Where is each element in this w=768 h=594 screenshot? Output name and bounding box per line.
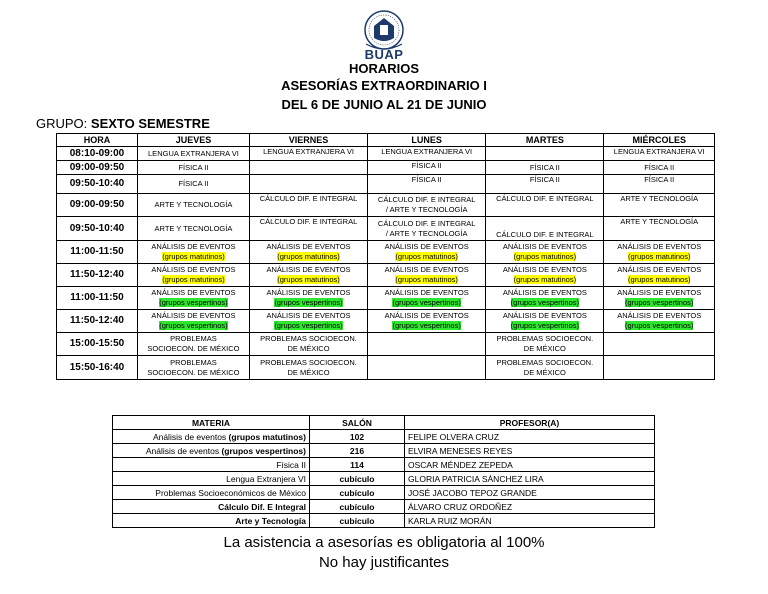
subject-name: PROBLEMAS xyxy=(170,357,217,367)
time-slot: 09:00-09:50 xyxy=(57,161,138,175)
group-highlight: (grupos matutinos) xyxy=(395,275,458,284)
schedule-row xyxy=(57,161,715,175)
subject-name-cont: DE MÉXICO xyxy=(287,367,330,377)
schedule-column-header: LUNES xyxy=(368,134,486,147)
schedule-cell xyxy=(604,333,715,356)
schedule-column-header: MARTES xyxy=(486,134,604,147)
schedule-row xyxy=(57,287,715,310)
subject-text: Lengua Extranjera VI xyxy=(226,473,306,484)
schedule-cell xyxy=(486,241,604,264)
group-highlight: (grupos vespertinos) xyxy=(625,321,694,330)
subject-name: ANÁLISIS DE EVENTOS xyxy=(617,265,702,274)
schedule-row xyxy=(57,147,715,161)
subject-row xyxy=(113,458,655,472)
schedule-cell xyxy=(486,147,604,161)
subject-name-cont: DE MÉXICO xyxy=(523,367,566,377)
subject-name: ANÁLISIS DE EVENTOS xyxy=(502,242,587,251)
subjects-table xyxy=(112,415,655,528)
schedule-cell xyxy=(249,217,367,241)
subject-row xyxy=(113,444,655,458)
schedule-row xyxy=(57,356,715,380)
schedule-cell xyxy=(604,175,715,194)
no-excuses-notice: No hay justificantes xyxy=(318,554,450,571)
page-title: HORARIOS xyxy=(348,61,420,76)
schedule-cell xyxy=(486,194,604,217)
subject-name: LENGUA EXTRANJERA VI xyxy=(263,147,354,156)
schedule-cell xyxy=(604,241,715,264)
subject-name: PROBLEMAS SOCIOECON. xyxy=(260,334,357,343)
schedule-cell xyxy=(486,310,604,333)
group-highlight: (grupos matutinos) xyxy=(277,252,340,261)
subject-name: FÍSICA II xyxy=(178,162,209,172)
schedule-cell xyxy=(249,194,367,217)
schedule-cell xyxy=(368,241,486,264)
schedule-column-header: VIERNES xyxy=(249,134,367,147)
schedule-cell xyxy=(486,161,604,175)
teacher-cell: GLORIA PATRICIA SÁNCHEZ LIRA xyxy=(405,472,655,486)
group-highlight: (grupos matutinos) xyxy=(162,275,225,284)
time-slot: 15:00-15:50 xyxy=(57,333,138,356)
group-highlight: (grupos vespertinos) xyxy=(274,298,343,307)
subject-cell xyxy=(113,514,310,528)
brand-name: BUAP xyxy=(364,47,404,62)
subject-name: LENGUA EXTRANJERA VI xyxy=(613,147,705,156)
subject-row xyxy=(113,514,655,528)
schedule-cell xyxy=(368,310,486,333)
subject-cell xyxy=(113,430,310,444)
schedule-column-header: HORA xyxy=(57,134,138,147)
time-slot: 11:50-12:40 xyxy=(57,264,138,287)
group-highlight: (grupos matutinos) xyxy=(513,252,577,261)
subject-cell xyxy=(113,472,310,486)
teacher-cell: OSCAR MÉNDEZ ZEPEDA xyxy=(405,458,655,472)
subject-text: Análisis de eventos xyxy=(152,431,229,442)
schedule-cell xyxy=(249,356,367,380)
schedule-cell xyxy=(138,287,250,310)
schedule-cell xyxy=(604,217,715,241)
schedule-row xyxy=(57,175,715,194)
schedule-cell xyxy=(604,147,715,161)
time-slot: 09:50-10:40 xyxy=(57,217,138,241)
subject-name: CÁLCULO DIF. E INTEGRAL xyxy=(377,218,476,228)
schedule-cell xyxy=(486,333,604,356)
schedule-cell xyxy=(368,217,486,241)
schedule-cell xyxy=(368,264,486,287)
schedule-cell xyxy=(486,175,604,194)
subject-name: ANÁLISIS DE EVENTOS xyxy=(502,288,587,297)
subject-name-cont: / ARTE Y TECNOLOGÍA xyxy=(385,205,468,214)
subject-name: ANÁLISIS DE EVENTOS xyxy=(151,311,236,320)
group-highlight: (grupos matutinos) xyxy=(395,252,458,261)
subject-name: PROBLEMAS SOCIOECON. xyxy=(260,357,357,367)
teacher-cell: KARLA RUIZ MORÁN xyxy=(405,514,655,528)
schedule-cell xyxy=(486,287,604,310)
schedule-cell xyxy=(138,217,250,241)
subject-name-cont: / ARTE Y TECNOLOGÍA xyxy=(385,228,468,238)
schedule-cell xyxy=(604,264,715,287)
room-cell: 216 xyxy=(310,444,405,458)
subject-row xyxy=(113,472,655,486)
schedule-cell xyxy=(368,147,486,161)
subject-row xyxy=(113,430,655,444)
group-highlight: (grupos vespertinos) xyxy=(392,321,461,330)
subject-text: Física II xyxy=(276,459,306,470)
schedule-cell xyxy=(249,147,367,161)
subject-cell xyxy=(113,458,310,472)
subject-name: PROBLEMAS SOCIOECON. xyxy=(496,334,594,343)
subject-name: ANÁLISIS DE EVENTOS xyxy=(502,311,587,320)
subject-bold-text: (grupos vespertinos) xyxy=(221,445,306,456)
subjects-column-header: MATERIA xyxy=(113,416,310,430)
subject-name: FÍSICA II xyxy=(411,161,442,170)
subject-name: ANÁLISIS DE EVENTOS xyxy=(266,265,351,274)
subjects-column-header: SALÓN xyxy=(310,416,405,430)
subject-name: ANÁLISIS DE EVENTOS xyxy=(266,242,351,251)
subject-name: PROBLEMAS xyxy=(170,334,217,343)
schedule-cell xyxy=(249,175,367,194)
teacher-cell: ELVIRA MENESES REYES xyxy=(405,444,655,458)
schedule-cell xyxy=(249,161,367,175)
time-slot: 09:50-10:40 xyxy=(57,175,138,194)
room-cell: cubículo xyxy=(310,486,405,500)
teacher-cell: FELIPE OLVERA CRUZ xyxy=(405,430,655,444)
schedule-header-row xyxy=(57,134,715,147)
subject-name: LENGUA EXTRANJERA VI xyxy=(381,147,473,156)
teacher-cell: ÁLVARO CRUZ ORDOÑEZ xyxy=(405,500,655,514)
subject-name-cont: SOCIOECON. DE MÉXICO xyxy=(147,344,240,353)
subject-name: CÁLCULO DIF. E INTEGRAL xyxy=(496,230,594,239)
group-highlight: (grupos vespertinos) xyxy=(392,298,461,307)
subject-name: ANÁLISIS DE EVENTOS xyxy=(617,288,702,297)
group-highlight: (grupos vespertinos) xyxy=(159,298,228,307)
group-highlight: (grupos vespertinos) xyxy=(510,298,580,307)
schedule-cell xyxy=(138,310,250,333)
attendance-notice: La asistencia a asesorías es obligatoria al 100% xyxy=(223,534,545,551)
subject-name: PROBLEMAS SOCIOECON. xyxy=(496,357,594,367)
schedule-cell xyxy=(368,161,486,175)
schedule-cell xyxy=(138,194,250,217)
room-cell: cubículo xyxy=(310,500,405,514)
subject-name: ANÁLISIS DE EVENTOS xyxy=(266,311,351,320)
subject-name: ANÁLISIS DE EVENTOS xyxy=(266,288,351,297)
group-highlight: (grupos matutinos) xyxy=(627,252,691,261)
subject-name: FÍSICA II xyxy=(644,162,675,172)
page-subtitle: ASESORÍAS EXTRAORDINARIO I xyxy=(281,78,487,93)
subject-name: ANÁLISIS DE EVENTOS xyxy=(617,311,702,320)
subject-name: CÁLCULO DIF. E INTEGRAL xyxy=(496,194,594,203)
time-slot: 08:10-09:00 xyxy=(57,147,138,161)
subject-cell xyxy=(113,444,310,458)
subject-name: ARTE Y TECNOLOGÍA xyxy=(154,200,233,209)
schedule-cell xyxy=(138,333,250,356)
schedule-cell xyxy=(604,356,715,380)
schedule-cell xyxy=(368,356,486,380)
subject-bold-text: Cálculo Dif. E Integral xyxy=(218,501,306,512)
group-highlight: (grupos vespertinos) xyxy=(625,298,694,307)
subject-name: LENGUA EXTRANJERA VI xyxy=(148,148,239,158)
subject-name: ANÁLISIS DE EVENTOS xyxy=(151,265,236,274)
subject-text: Análisis de eventos xyxy=(145,445,222,456)
schedule-cell xyxy=(249,333,367,356)
subject-name: ARTE Y TECNOLOGÍA xyxy=(154,223,233,233)
subjects-column-header: PROFESOR(A) xyxy=(405,416,655,430)
schedule-cell xyxy=(138,161,250,175)
schedule-cell xyxy=(249,241,367,264)
schedule-cell xyxy=(604,287,715,310)
group-label-prefix: GRUPO: xyxy=(36,116,91,131)
schedule-cell xyxy=(138,147,250,161)
time-slot: 11:00-11:50 xyxy=(57,241,138,264)
group-highlight: (grupos matutinos) xyxy=(277,275,340,284)
group-label xyxy=(36,116,210,131)
subject-name: ANÁLISIS DE EVENTOS xyxy=(384,265,469,274)
schedule-cell xyxy=(368,333,486,356)
schedule-cell xyxy=(604,161,715,175)
subject-name: CÁLCULO DIF. E INTEGRAL xyxy=(259,217,358,226)
schedule-cell xyxy=(249,287,367,310)
subject-name: FÍSICA II xyxy=(529,175,560,184)
subject-name: CÁLCULO DIF. E INTEGRAL xyxy=(377,195,476,204)
date-range: DEL 6 DE JUNIO AL 21 DE JUNIO xyxy=(281,97,487,112)
room-cell: 102 xyxy=(310,430,405,444)
schedule-cell xyxy=(486,217,604,241)
schedule-cell xyxy=(486,264,604,287)
group-highlight: (grupos vespertinos) xyxy=(159,321,228,330)
time-slot: 11:00-11:50 xyxy=(57,287,138,310)
subject-bold-text: Arte y Tecnología xyxy=(235,515,306,526)
subject-name-cont: SOCIOECON. DE MÉXICO xyxy=(147,367,240,377)
time-slot: 15:50-16:40 xyxy=(57,356,138,380)
schedule-cell xyxy=(486,356,604,380)
schedule-column-header: JUEVES xyxy=(138,134,250,147)
schedule-row xyxy=(57,241,715,264)
schedule-row xyxy=(57,264,715,287)
room-cell: cubículo xyxy=(310,514,405,528)
schedule-cell xyxy=(138,175,250,194)
group-value: SEXTO SEMESTRE xyxy=(90,116,210,131)
subject-name: FÍSICA II xyxy=(644,175,675,184)
subject-name: ARTE Y TECNOLOGÍA xyxy=(620,194,699,203)
subjects-header-row xyxy=(113,416,655,430)
schedule-column-header: MIÉRCOLES xyxy=(604,134,715,147)
schedule-cell xyxy=(368,287,486,310)
schedule-row xyxy=(57,333,715,356)
schedule-row xyxy=(57,194,715,217)
teacher-cell: JOSÉ JACOBO TEPOZ GRANDE xyxy=(405,486,655,500)
group-highlight: (grupos vespertinos) xyxy=(274,321,343,330)
schedule-cell xyxy=(604,310,715,333)
schedule-cell xyxy=(604,194,715,217)
subject-name: FÍSICA II xyxy=(529,162,560,172)
subject-name-cont: DE MÉXICO xyxy=(523,344,566,353)
schedule-row xyxy=(57,310,715,333)
schedule-table xyxy=(56,133,715,380)
subject-cell xyxy=(113,500,310,514)
time-slot: 09:00-09:50 xyxy=(57,194,138,217)
schedule-row xyxy=(57,217,715,241)
subject-name-cont: DE MÉXICO xyxy=(287,344,330,353)
subject-text: Problemas Socioeconómicos de México xyxy=(155,487,306,498)
time-slot: 11:50-12:40 xyxy=(57,310,138,333)
subject-name: ANÁLISIS DE EVENTOS xyxy=(384,311,469,320)
schedule-cell xyxy=(138,264,250,287)
subject-name: ANÁLISIS DE EVENTOS xyxy=(617,242,702,251)
subject-row xyxy=(113,486,655,500)
subject-name: FÍSICA II xyxy=(411,175,442,184)
schedule-cell xyxy=(138,356,250,380)
subject-name: ANÁLISIS DE EVENTOS xyxy=(151,288,236,297)
group-highlight: (grupos matutinos) xyxy=(513,275,577,284)
subject-name: ANÁLISIS DE EVENTOS xyxy=(151,242,236,251)
subject-name: ANÁLISIS DE EVENTOS xyxy=(384,288,469,297)
subject-row xyxy=(113,500,655,514)
room-cell: cubículo xyxy=(310,472,405,486)
subject-name: ANÁLISIS DE EVENTOS xyxy=(384,242,469,251)
subject-cell xyxy=(113,486,310,500)
subject-name: ARTE Y TECNOLOGÍA xyxy=(620,217,699,226)
schedule-cell xyxy=(368,194,486,217)
group-highlight: (grupos matutinos) xyxy=(162,252,225,261)
subject-name: ANÁLISIS DE EVENTOS xyxy=(502,265,587,274)
room-cell: 114 xyxy=(310,458,405,472)
schedule-cell xyxy=(138,241,250,264)
schedule-cell xyxy=(368,175,486,194)
schedule-cell xyxy=(249,264,367,287)
subject-bold-text: (grupos matutinos) xyxy=(228,431,306,442)
subject-name: CÁLCULO DIF. E INTEGRAL xyxy=(259,194,358,203)
group-highlight: (grupos vespertinos) xyxy=(510,321,580,330)
subject-name: FÍSICA II xyxy=(178,179,209,188)
group-highlight: (grupos matutinos) xyxy=(627,275,691,284)
schedule-cell xyxy=(249,310,367,333)
